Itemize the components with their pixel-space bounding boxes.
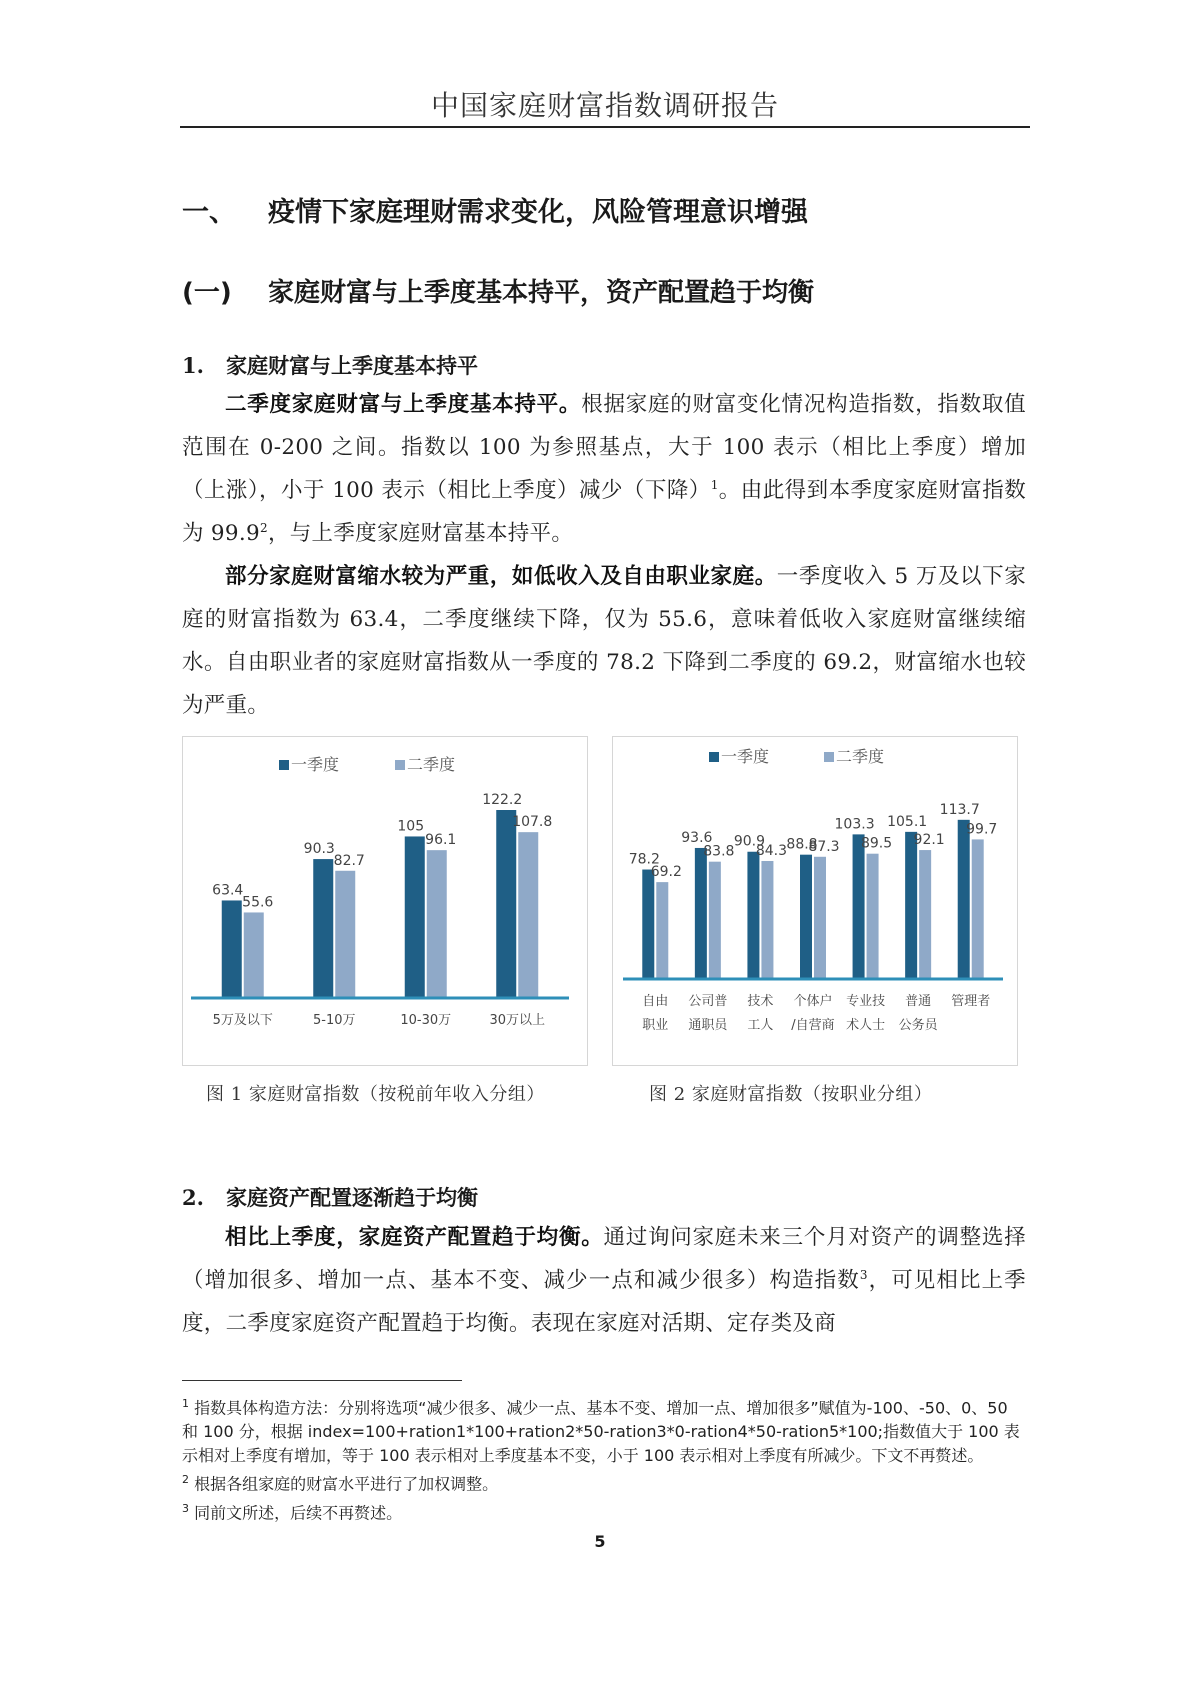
bar — [761, 861, 773, 979]
sub-heading-2 — [182, 1182, 478, 1212]
paragraph-text: 通过询问家庭未来三个月对资产的调整选择（增加很多、增加一点、基本不变、减少一点和减少很多）构造指数 — [182, 1225, 1026, 1293]
category-label: 公司普 — [688, 994, 728, 1009]
data-label: 105.1 — [887, 813, 928, 830]
bar — [695, 848, 707, 979]
paragraph-lead: 部分家庭财富缩水较为严重，如低收入及自由职业家庭。 — [225, 564, 777, 589]
bar — [958, 820, 970, 979]
category-label: 5万及以下 — [212, 1013, 273, 1028]
footnote-divider — [182, 1380, 462, 1381]
bar — [853, 834, 865, 979]
bar — [405, 836, 425, 998]
bar — [656, 882, 668, 979]
bar — [518, 832, 538, 998]
footnote-text: 同前文所述，后续不再赘述。 — [194, 1502, 403, 1522]
chart-occupation-svg — [613, 737, 1017, 1065]
data-label: 55.6 — [242, 894, 274, 911]
data-label: 93.6 — [681, 829, 713, 846]
bar — [747, 852, 759, 979]
data-label: 107.8 — [512, 814, 553, 831]
bar — [244, 912, 264, 998]
paragraph-1 — [182, 383, 1026, 555]
legend-swatch-1 — [709, 752, 719, 762]
category-label: 30万以上 — [489, 1013, 546, 1028]
data-label: 87.3 — [808, 838, 840, 855]
paragraph-2 — [182, 555, 1026, 727]
data-label: 83.8 — [703, 843, 735, 860]
legend-label: 二季度 — [407, 755, 456, 774]
category-label: 个体户 — [793, 994, 833, 1009]
category-label: 公务员 — [898, 1018, 938, 1033]
paragraph-text: 。由此得到本季度家庭财富指数为 99.9 — [182, 478, 1026, 546]
data-label: 92.1 — [913, 832, 945, 849]
footnote-mark: 3 — [182, 1501, 189, 1515]
category-label: 自由 — [642, 994, 669, 1009]
sub-heading-number: 1. — [182, 353, 204, 378]
data-label: 122.2 — [482, 792, 523, 808]
data-label: 78.2 — [628, 851, 660, 868]
category-label: 术人士 — [846, 1018, 886, 1033]
bar — [496, 810, 516, 998]
data-label: 88.8 — [786, 836, 818, 853]
data-label: 89.5 — [860, 835, 893, 852]
legend-label: 一季度 — [291, 755, 340, 774]
footnote-mark: 1 — [182, 1397, 189, 1410]
bar — [335, 871, 355, 998]
footnote-ref-3[interactable]: 3 — [859, 1267, 868, 1282]
footnote-ref-2[interactable]: 2 — [260, 520, 268, 535]
category-label: 专业技 — [846, 994, 886, 1009]
bar — [313, 859, 333, 998]
data-label: 84.3 — [755, 842, 788, 859]
data-label: 90.3 — [303, 841, 335, 858]
footnote-text: 指数具体构造方法：分别将选项“减少很多、减少一点、基本不变、增加一点、增加很多”赋值为-100、-50、0、50 和 100 分，根据 index=100+ration1*100+ration2*50-ration3*0-ration4*50-ration5*100;指数值大于 100 表示相对上季度有增加，等于 100 表示相对上季度基本不变，小于 100 表示相对上季度有所减少。下文不再赘述。 — [182, 1398, 1020, 1466]
bar — [814, 857, 826, 979]
data-label: 69.2 — [650, 864, 682, 881]
category-label: 通职员 — [688, 1018, 728, 1033]
paragraph-text: 根据家庭的财富变化情况构造指数，指数取值范围在 0-200 之间。指数以 100 为参照基点，大于 100 表示（相比上季度）增加（上涨），小于 100 表示（相比上季度）减少（下降） — [182, 392, 1026, 503]
paragraph-text: ，与上季度家庭财富基本持平。 — [267, 521, 574, 546]
category-label: 5-10万 — [312, 1013, 356, 1028]
bar — [905, 832, 917, 979]
bar — [709, 862, 721, 979]
legend-swatch-1 — [279, 760, 289, 770]
subsection-heading — [182, 272, 814, 309]
paragraph-text: ，可见相比上季度，二季度家庭资产配置趋于均衡。表现在家庭对活期、定存类及商 — [182, 1268, 1026, 1336]
subsection-title: 家庭财富与上季度基本持平，资产配置趋于均衡 — [268, 278, 815, 308]
sub-heading-1 — [182, 350, 478, 380]
category-label: 10-30万 — [400, 1013, 452, 1028]
legend-label: 一季度 — [721, 747, 770, 766]
data-label: 96.1 — [425, 832, 457, 849]
footnote-1 — [182, 1392, 1026, 1468]
data-label: 99.7 — [966, 821, 998, 838]
sub-heading-number: 2. — [182, 1185, 204, 1210]
bar — [427, 850, 447, 998]
data-label: 105 — [397, 818, 425, 835]
legend-swatch-2 — [824, 752, 834, 762]
category-label: 管理者 — [951, 994, 991, 1009]
paragraph-lead: 相比上季度，家庭资产配置趋于均衡。 — [225, 1225, 604, 1250]
section-title: 疫情下家庭理财需求变化，风险管理意识增强 — [268, 197, 808, 228]
legend-label: 二季度 — [836, 747, 885, 766]
footnote-text: 根据各组家庭的财富水平进行了加权调整。 — [194, 1474, 499, 1494]
figure-2-caption: 图 2 家庭财富指数（按职业分组） — [649, 1084, 933, 1105]
section-heading-1 — [182, 190, 808, 229]
paragraph-3 — [182, 1216, 1026, 1345]
subsection-number: (一) — [182, 278, 232, 308]
bar — [642, 870, 654, 979]
category-label: 技术 — [747, 994, 774, 1009]
legend-swatch-2 — [395, 760, 405, 770]
footnote-mark: 2 — [182, 1473, 189, 1487]
data-label: 82.7 — [333, 852, 365, 869]
data-label: 103.3 — [834, 816, 875, 833]
bar — [800, 855, 812, 979]
footnote-2 — [182, 1468, 1026, 1496]
category-label: 职业 — [642, 1018, 669, 1033]
figure-1-caption: 图 1 家庭财富指数（按税前年收入分组） — [206, 1084, 545, 1105]
data-label: 113.7 — [939, 801, 980, 818]
chart-income-svg — [183, 737, 587, 1065]
chart-occupation — [612, 736, 1018, 1066]
footnotes — [182, 1392, 1026, 1525]
footnote-ref-1[interactable]: 1 — [710, 477, 719, 492]
footnote-3 — [182, 1497, 1026, 1525]
chart-income — [182, 736, 588, 1066]
category-label: 普通 — [905, 994, 932, 1009]
data-label: 63.4 — [212, 882, 244, 899]
header-divider — [180, 126, 1030, 128]
bar — [919, 850, 931, 979]
sub-heading-title: 家庭资产配置逐渐趋于均衡 — [226, 1186, 478, 1210]
bar — [972, 839, 984, 979]
data-label: 90.9 — [733, 833, 766, 850]
page-number: 5 — [594, 1532, 606, 1551]
page-header-title: 中国家庭财富指数调研报告 — [430, 89, 779, 122]
paragraph-lead: 二季度家庭财富与上季度基本持平。 — [225, 392, 582, 417]
category-label: /自营商 — [791, 1018, 835, 1033]
bar — [222, 900, 242, 998]
paragraph-text: 一季度收入 5 万及以下家庭的财富指数为 63.4，二季度继续下降，仅为 55.6，意味着低收入家庭财富继续缩水。自由职业者的家庭财富指数从一季度的 78.2 下降到二季度的 69.2，财富缩水也较为严重。 — [182, 564, 1026, 718]
section-number: 一、 — [182, 197, 236, 228]
sub-heading-title: 家庭财富与上季度基本持平 — [226, 354, 478, 378]
category-label: 工人 — [747, 1018, 774, 1033]
bar — [867, 854, 879, 979]
